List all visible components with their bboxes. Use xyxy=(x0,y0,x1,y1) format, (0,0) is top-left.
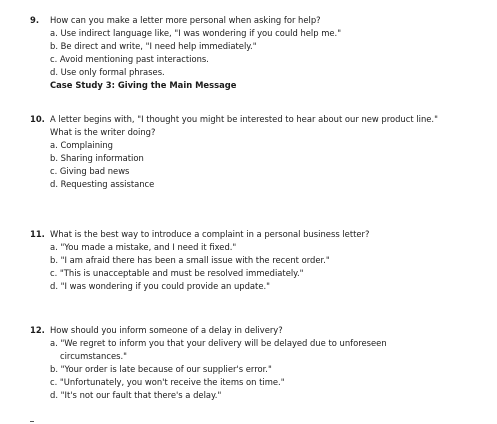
question-number: 12. xyxy=(30,325,45,335)
option-a: a. "You made a mistake, and I need it fixed." xyxy=(50,242,237,252)
case-study-heading: Case Study 3: Giving the Main Message xyxy=(50,80,237,90)
question-stem: How should you inform someone of a delay in delivery? xyxy=(50,325,283,335)
question-stem: What is the best way to introduce a complaint in a personal business letter? xyxy=(50,229,370,239)
option-b: b. "Your order is late because of our supplier's error." xyxy=(50,364,272,374)
option-b: b. Be direct and write, "I need help immediately." xyxy=(50,41,257,51)
question-number: 11. xyxy=(30,229,45,239)
question-stem-continued: What is the writer doing? xyxy=(50,127,156,137)
option-b: b. "I am afraid there has been a small issue with the recent order." xyxy=(50,255,330,265)
question-stem: A letter begins with, "I thought you might be interested to hear about our new product line." xyxy=(50,114,438,124)
question-12 xyxy=(30,324,492,402)
question-number: 10. xyxy=(30,114,45,124)
question-number: 9. xyxy=(30,15,40,25)
option-b: b. Sharing information xyxy=(50,153,144,163)
option-d: d. Requesting assistance xyxy=(50,179,155,189)
question-9 xyxy=(30,14,492,92)
option-a: a. Complaining xyxy=(50,140,113,150)
option-c: c. "This is unacceptable and must be resolved immediately." xyxy=(50,268,304,278)
question-10 xyxy=(30,113,492,191)
option-a: a. "We regret to inform you that your delivery will be delayed due to unforeseen xyxy=(50,338,387,348)
option-d: d. "I was wondering if you could provide an update." xyxy=(50,281,271,291)
option-c: c. Avoid mentioning past interactions. xyxy=(50,54,209,64)
option-a-continued: circumstances." xyxy=(60,351,127,361)
page-edge-mark xyxy=(30,421,34,422)
question-stem: How can you make a letter more personal when asking for help? xyxy=(50,15,321,25)
option-c: c. Giving bad news xyxy=(50,166,130,176)
option-c: c. "Unfortunately, you won't receive the items on time." xyxy=(50,377,285,387)
question-11 xyxy=(30,228,492,293)
option-d: d. Use only formal phrases. xyxy=(50,67,165,77)
option-a: a. Use indirect language like, "I was wondering if you could help me." xyxy=(50,28,342,38)
option-d: d. "It's not our fault that there's a delay." xyxy=(50,390,222,400)
